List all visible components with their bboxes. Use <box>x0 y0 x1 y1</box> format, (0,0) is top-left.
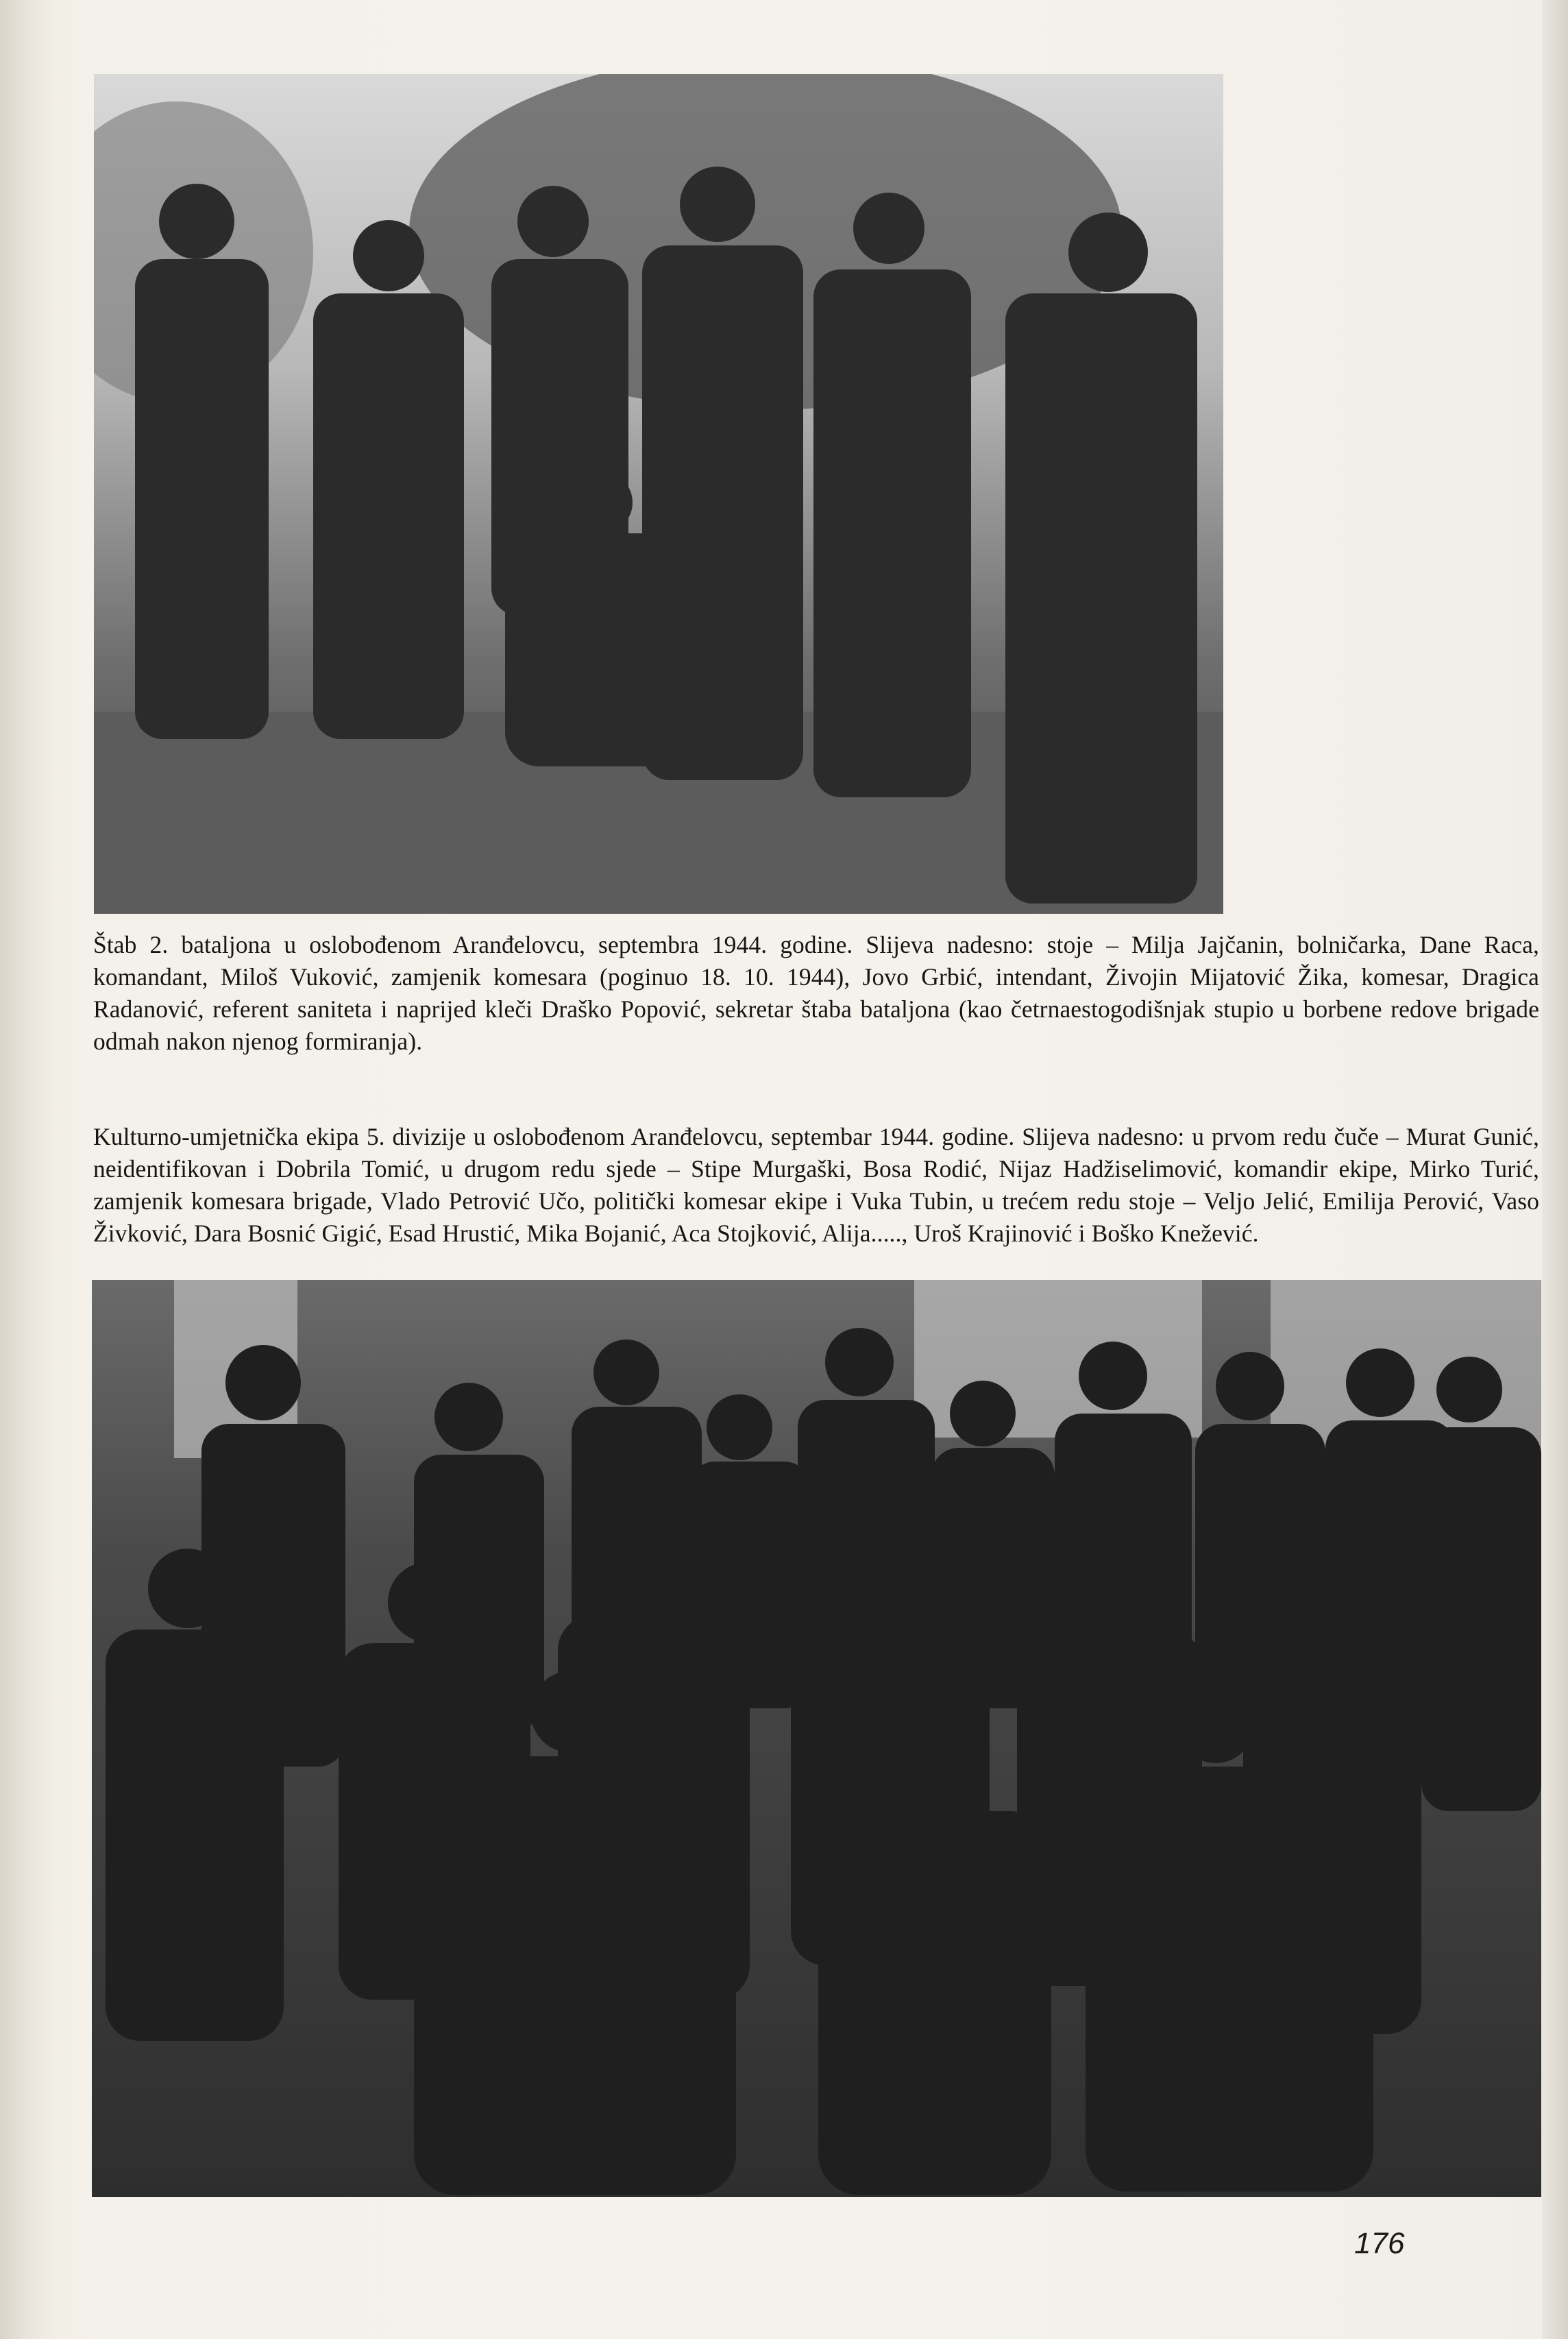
page-number: 176 <box>1354 2227 1405 2260</box>
photo-cultural-team <box>92 1280 1541 2197</box>
photograph-group-of-soldiers-standing-icon <box>94 74 1223 914</box>
caption-battalion-staff: Štab 2. bataljona u oslobođenom Aranđelovcu, septembra 1944. godine. Slijeva nadesno: stoje – Milja Jajčanin, bolničarka, Dane Raca, komandant, Miloš Vuković, zamjenik komesara (poginuo 18. 10. 1944), Jovo Grbić, intendant, Živojin Mijatović Žika, komesar, Dragica Radanović, referent saniteta i naprijed kleči Draško Popović, sekretar štaba bataljona (kao četrnaestogodišnjak stupio u borbene redove brigade odmah nakon njenog formiranja). <box>93 931 1539 1055</box>
caption-cultural-team: Kulturno-umjetnička ekipa 5. divizije u oslobođenom Aranđelovcu, septembar 1944. godine. Slijeva nadesno: u prvom redu čuče – Murat Gunić, neidentifikovan i Dobrila Tomić, u drugom redu sjede – Stipe Murgaški, Bosa Rodić, Nijaz Hadžiselimović, komandir ekipe, Mirko Turić, zamjenik komesara brigade, Vlado Petrović Učo, politički komesar ekipe i Vuka Tubin, u trećem redu stoje – Veljo Jelić, Emilija Perović, Vaso Živković, Dara Bosnić Gigić, Esad Hrustić, Mika Bojanić, Aca Stojković, Alija....., Uroš Krajinović i Boško Knežević. <box>93 1123 1539 1247</box>
page-gutter-shadow <box>0 0 53 2339</box>
photograph-group-portrait-three-rows-icon <box>92 1280 1541 2197</box>
adjacent-page-edge <box>1542 0 1568 2339</box>
photo-battalion-staff <box>94 74 1223 914</box>
